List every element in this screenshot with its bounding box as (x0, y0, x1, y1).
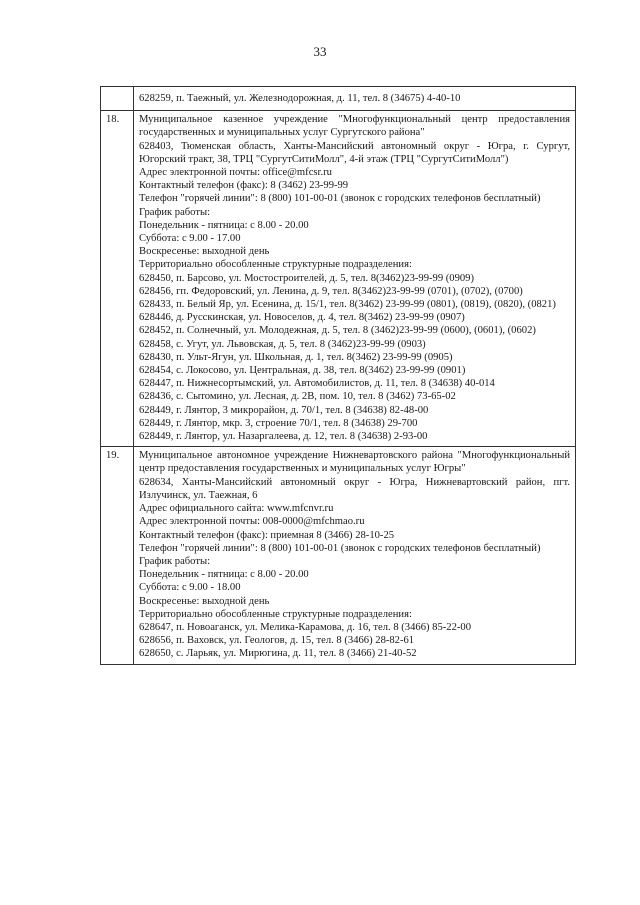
text-line: Телефон "горячей линии": 8 (800) 101-00-01 (звонок с городских телефонов бесплатный) (139, 542, 541, 554)
text-line: Воскресенье: выходной день (139, 595, 270, 607)
text-line: 628259, п. Таежный, ул. Железнодорожная, д. 11, тел. 8 (34675) 4-40-10 (139, 93, 461, 104)
text-line: Контактный телефон (факс): 8 (3462) 23-99-99 (139, 180, 349, 192)
organizations-table (100, 86, 576, 665)
text-line: График работы: (139, 555, 211, 567)
text-line: 628650, с. Ларьяк, ул. Мирюгина, д. 11, тел. 8 (3466) 21-40-52 (139, 648, 417, 660)
text-line: Территориально обособленные структурные подразделения: (139, 259, 412, 271)
table-row (101, 447, 576, 664)
table-row (101, 111, 576, 447)
text-line: 628656, п. Ваховск, ул. Геологов, д. 15, тел. 8 (3466) 28-82-61 (139, 635, 415, 647)
text-line: 628436, с. Сытомино, ул. Лесная, д. 2В, пом. 10, тел. 8 (3462) 73-65-02 (139, 391, 456, 403)
text-line: Суббота: с 9.00 - 18.00 (139, 582, 241, 594)
text-line: Адрес официального сайта: www.mfcnvr.ru (139, 503, 334, 515)
text-line: Воскресенье: выходной день (139, 246, 270, 258)
text-line: График работы: (139, 206, 211, 218)
text-line: Муниципальное автономное учреждение Нижневартовского района "Многофункциональный центр предоставления государственных и муниципальных услуг Югры" (139, 450, 570, 475)
text-line: Адрес электронной почты: office@mfcsr.ru (139, 167, 332, 179)
page-number: 33 (313, 44, 327, 59)
text-line: Понедельник - пятница: с 8.00 - 20.00 (139, 569, 309, 581)
organizations-table-body (101, 87, 576, 665)
row-content (134, 111, 576, 447)
row-number (101, 87, 134, 111)
text-line: 628447, п. Нижнесортымский, ул. Автомобилистов, д. 11, тел. 8 (34638) 40-014 (139, 378, 495, 390)
text-line: 628634, Ханты-Мансийский автономный округ - Югра, Нижневартовский район, пгт. Излучинск, ул. Таежная, 6 (139, 476, 570, 501)
table-row (101, 87, 576, 111)
text-line: 628433, п. Белый Яр, ул. Есенина, д. 15/1, тел. 8(3462) 23-99-99 (0801), (0819), (0820), (0821) (139, 299, 556, 311)
text-line: 628454, с. Локосово, ул. Центральная, д. 38, тел. 8(3462) 23-99-99 (0901) (139, 365, 466, 377)
text-line: Суббота: с 9.00 - 17.00 (139, 233, 241, 245)
text-line: 628456, гп. Федоровский, ул. Ленина, д. 9, тел. 8(3462)23-99-99 (0701), (0702), (0700) (139, 285, 523, 297)
text-line: Территориально обособленные структурные подразделения: (139, 608, 412, 620)
text-line: Адрес электронной почты: 008-0000@mfchmao.ru (139, 516, 365, 528)
text-line: 628403, Тюменская область, Ханты-Мансийский автономный округ - Югра, г. Сургут, Югорский тракт, 38, ТРЦ "СургутСитиМолл", 4-й этаж (ТРЦ "СургутСитиМолл") (139, 140, 570, 165)
text-line: 628446, д. Русскинская, ул. Новоселов, д. 4, тел. 8(3462) 23-99-99 (0907) (139, 312, 465, 324)
row-content (134, 447, 576, 664)
text-line: 628449, г. Лянтор, ул. Назаргалеева, д. 12, тел. 8 (34638) 2-93-00 (139, 431, 428, 443)
row-number: 18. (101, 111, 134, 447)
row-number: 19. (101, 447, 134, 664)
text-line: Телефон "горячей линии": 8 (800) 101-00-01 (звонок с городских телефонов бесплатный) (139, 193, 541, 205)
text-line: Понедельник - пятница: с 8.00 - 20.00 (139, 219, 309, 231)
text-line: 628458, с. Угут, ул. Львовская, д. 5, тел. 8 (3462)23-99-99 (0903) (139, 338, 426, 350)
text-line: 628647, п. Новоаганск, ул. Мелика-Карамова, д. 16, тел. 8 (3466) 85-22-00 (139, 621, 472, 633)
text-line: 628449, г. Лянтор, мкр. 3, строение 70/1, тел. 8 (34638) 29-700 (139, 417, 418, 429)
text-line: Муниципальное казенное учреждение "Многофункциональный центр предоставления государственных и муниципальных услуг Сургутского района" (139, 114, 570, 139)
text-line: 628430, п. Ульт-Ягун, ул. Школьная, д. 1, тел. 8(3462) 23-99-99 (0905) (139, 351, 453, 363)
text-line: 628452, п. Солнечный, ул. Молодежная, д. 5, тел. 8 (3462)23-99-99 (0600), (0601), (0602) (139, 325, 536, 337)
text-line: Контактный телефон (факс): приемная 8 (3466) 28-10-25 (139, 529, 395, 541)
text-line: 628449, г. Лянтор, 3 микрорайон, д. 70/1, тел. 8 (34638) 82-48-00 (139, 404, 429, 416)
row-content (134, 87, 576, 111)
text-line: 628450, п. Барсово, ул. Мостостроителей, д. 5, тел. 8(3462)23-99-99 (0909) (139, 272, 475, 284)
